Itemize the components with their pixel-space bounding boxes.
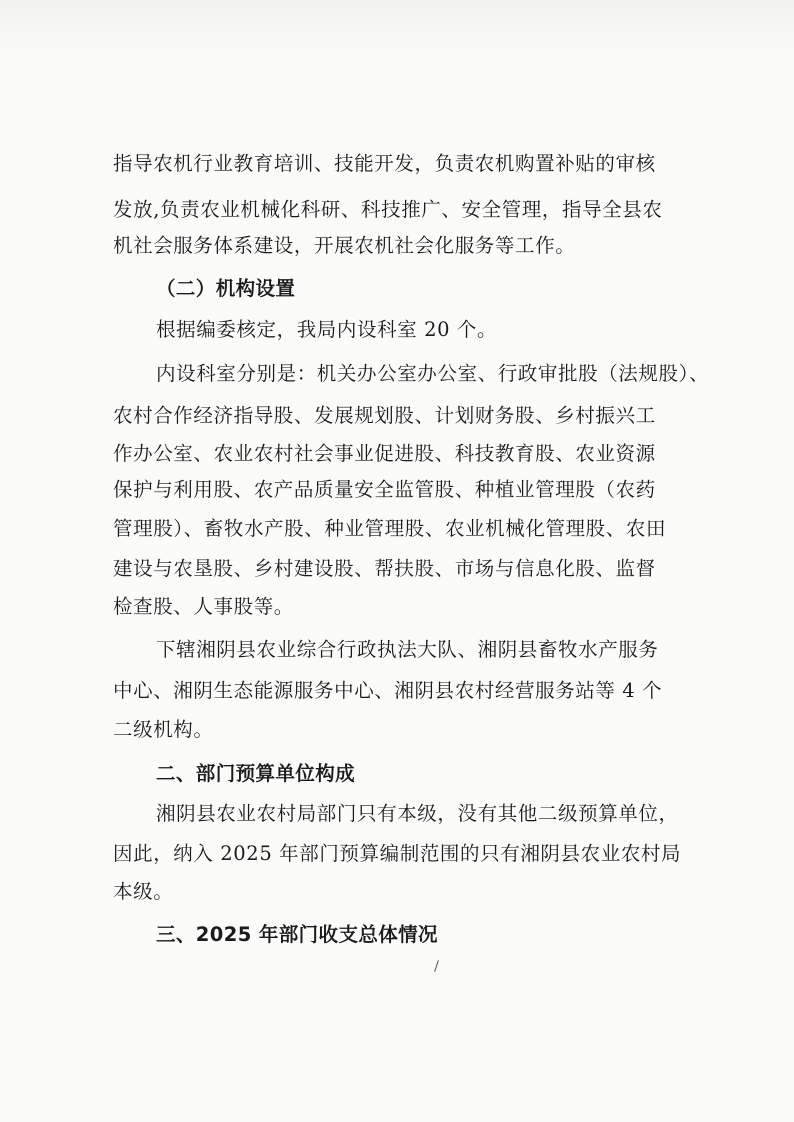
paragraph-line: 湘阴县农业农村局部门只有本级，没有其他二级预算单位，	[156, 802, 679, 825]
section-heading: 二、部门预算单位构成	[156, 762, 356, 785]
paragraph-line: 因此，纳入 2025 年部门预算编制范围的只有湘阴县农业农村局	[113, 842, 682, 865]
paragraph-line: 二级机构。	[113, 718, 214, 741]
paragraph-line: 管理股）、畜牧水产股、种业管理股、农业机械化管理股、农田	[113, 517, 667, 540]
scan-shadow	[0, 0, 794, 60]
section-heading: （二）机构设置	[156, 277, 296, 300]
paragraph-line: 机社会服务体系建设，开展农机社会化服务等工作。	[113, 234, 576, 257]
paragraph-line: 检查股、人事股等。	[113, 595, 294, 618]
paragraph-line: 根据编委核定，我局内设科室 20 个。	[156, 318, 498, 341]
scan-mark	[434, 960, 439, 972]
section-heading: 三、2025 年部门收支总体情况	[156, 923, 438, 946]
paragraph-line: 保护与利用股、农产品质量安全监管股、种植业管理股（农药	[113, 478, 656, 501]
paragraph-line: 中心、湘阴生态能源服务中心、湘阴县农村经营服务站等 4 个	[113, 679, 663, 702]
paragraph-line: 建设与农垦股、乡村建设股、帮扶股、市场与信息化股、监督	[113, 557, 656, 580]
paragraph-line: 下辖湘阴县农业综合行政执法大队、湘阴县畜牧水产服务	[156, 638, 659, 661]
paragraph-line: 农村合作经济指导股、发展规划股、计划财务股、乡村振兴工	[113, 404, 656, 427]
paragraph-line: 指导农机行业教育培训、技能开发，负责农机购置补贴的审核	[113, 152, 656, 175]
paragraph-line: 作办公室、农业农村社会事业促进股、科技教育股、农业资源	[113, 442, 656, 465]
paragraph-line: 发放,负责农业机械化科研、科技推广、安全管理，指导全县农	[113, 198, 663, 221]
paragraph-line: 本级。	[113, 880, 174, 903]
paragraph-line: 内设科室分别是：机关办公室办公室、行政审批股（法规股）、	[156, 362, 710, 385]
